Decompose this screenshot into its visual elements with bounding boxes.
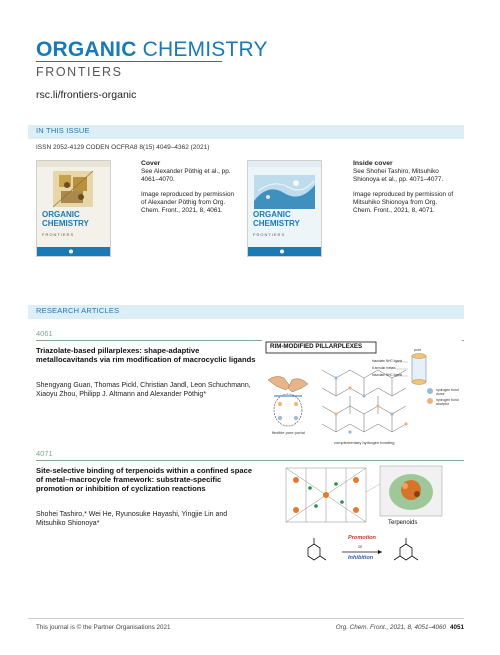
cover-image[interactable] xyxy=(36,160,111,257)
graphic-key-pore: pore xyxy=(414,348,422,352)
inside-cover-mini-title: ORGANIC CHEMISTRY xyxy=(253,210,300,228)
inside-cover-image[interactable] xyxy=(247,160,322,257)
article-page-number: 4061 xyxy=(36,329,53,338)
article-authors: Shohei Tashiro,* Wei He, Ryunosuke Hayashi, Yingjie Lin and Mitsuhiko Shionoya* xyxy=(36,511,228,527)
terpenoid-graphic xyxy=(272,462,462,582)
graphic-pore-caption: flexible pore portal xyxy=(272,430,305,435)
inside-cover-mini-subtitle: FRONTIERS xyxy=(253,232,286,237)
footer-copyright: This journal is © the Partner Organisations 2021 xyxy=(36,624,171,631)
article-graphic-pillarplexes[interactable] xyxy=(262,340,462,448)
journal-subtitle: FRONTIERS xyxy=(36,65,123,79)
journal-title: ORGANIC CHEMISTRY xyxy=(36,38,268,61)
footer-page-number: 4051 xyxy=(449,624,464,631)
footer-citation xyxy=(336,624,464,631)
cover-description xyxy=(141,160,237,215)
article-title[interactable]: Triazolate-based pillarplexes: shape-adaptive metallocavitands via rim modification of macrocyclic ligands xyxy=(36,346,256,365)
inside-cover-illustration xyxy=(248,161,321,256)
article-authors: Shengyang Guan, Thomas Pickl, Christian Jandl, Leon Schuchmann, Xiaoyu Zhou, Philipp J. Altmann and Alexander Pöthig* xyxy=(36,382,251,398)
footer-rule xyxy=(28,618,464,619)
issn-line: ISSN 2052-4129 CODEN OCFRA8 8(15) 4049–4362 (2021) xyxy=(36,144,210,151)
inside-cover-credit: Image reproduced by permission of Mitsuhiko Shionoya from Org. Chem. Front., 2021, 8, 4071. xyxy=(353,190,454,215)
cover-mini-subtitle: FRONTIERS xyxy=(42,232,75,237)
inside-cover-description xyxy=(353,160,457,215)
journal-title-rule xyxy=(36,61,222,62)
graphic-or-label: or xyxy=(358,544,363,549)
cover-mini-title: ORGANIC CHEMISTRY xyxy=(42,210,89,228)
graphic-terpenoids-label: Terpenoids xyxy=(388,520,418,526)
graphic-key-metals: 8 annular metals xyxy=(372,366,396,370)
graphic-bottom-caption: complementary hydrogen bonding xyxy=(334,440,395,445)
graphic-key-ligand-top: triazolate NHC ligand xyxy=(372,359,403,363)
article-rule xyxy=(36,460,464,461)
article-page-number: 4071 xyxy=(36,449,53,458)
cover-head: Cover xyxy=(141,160,161,167)
research-articles-heading: RESEARCH ARTICLES xyxy=(36,306,120,315)
cover-reference: See Alexander Pöthig et al., pp. 4061–4070. xyxy=(141,168,231,184)
graphic-key-ligand-bottom: triazolate NHC ligand xyxy=(372,373,403,377)
graphic-promotion-label: Promotion xyxy=(348,535,376,541)
inside-cover-reference: See Shohei Tashiro, Mitsuhiko Shionoya et al., pp. 4071–4077. xyxy=(353,168,444,184)
research-articles-bar xyxy=(28,305,464,319)
cover-illustration xyxy=(37,161,110,256)
in-this-issue-bar xyxy=(28,125,464,139)
cover-credit: Image reproduced by permission of Alexander Pöthig from Org. Chem. Front., 2021, 8, 4061. xyxy=(141,190,235,215)
graphic-legend-acceptor: hydrogen bond acceptor xyxy=(436,398,459,406)
graphic-banner-label: RIM-MODIFIED PILLARPLEXES xyxy=(270,343,363,350)
in-this-issue-heading: IN THIS ISSUE xyxy=(36,126,90,135)
inside-cover-head: Inside cover xyxy=(353,160,393,167)
article-graphic-terpenoids[interactable] xyxy=(272,462,462,582)
footer-citation-text: Org. Chem. Front., 2021, 8, 4051–4060 xyxy=(335,624,446,631)
article-title[interactable]: Site-selective binding of terpenoids within a confined space of metal–macrocycle framework: substrate-specific promotion or inhibition of cyclization reactions xyxy=(36,466,253,494)
graphic-inhibition-label: Inhibition xyxy=(348,555,374,561)
graphic-legend-donor: hydrogen bond donor xyxy=(436,388,459,396)
journal-url[interactable]: rsc.li/frontiers-organic xyxy=(36,89,137,101)
